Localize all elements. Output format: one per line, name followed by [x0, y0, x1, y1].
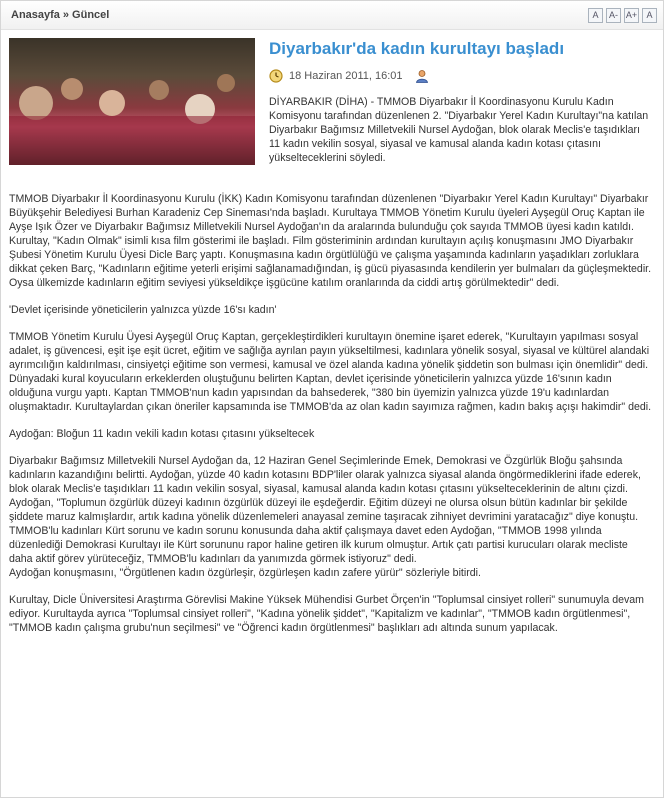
article-subheading-1: 'Devlet içerisinde yöneticilerin yalnızca yüzde 16'sı kadın' — [9, 304, 277, 316]
article-paragraph-2: TMMOB Yönetim Kurulu Üyesi Ayşegül Oruç Kaptan, gerçekleştirdikleri kurultayın önemine işaret ederek, "Kurultayın yapılması sosyal adalet, iş güvencesi, eşit işe eşit ücret, eğitim ve sağlığa ayrılan payın yükseltilmesi, kadınlara yönelik sosyal, siyasal ve kültürel alandaki ayrımcılığın kaldırılması, cinsiyetçi eğitime son vermesi, kamusal ve özel alanda kadına yönelik şiddetin son bulması için önemlidir" dedi. Dünyadaki kural koyucuların erkeklerden oluştuğunu belirten Kaptan, devlet içerisinde yöneticilerin yalnızca yüzde 16'sının kadın olduğuna vurgu yaptı. Kaptan TMMOB'nun kadın yapısından da bahsederek, "380 bin üyemizin yalnızca yüzde 19'u kadınlardan oluşmaktadır. Kurultaylardan çıkan öneriler kapsamında ise TMMOB'da az olan kadın sayımıza rağmen, kadın bakış açışı hakimdir" dedi. — [9, 331, 652, 413]
article-photo[interactable] — [9, 38, 255, 165]
article-paragraph-3: Diyarbakır Bağımsız Milletvekili Nursel Aydoğan da, 12 Haziran Genel Seçimlerinde Emek, Demokrasi ve Özgürlük Bloğu şahsında kadınların kazandığını belirtti. Aydoğan, yüzde 40 kadın kotasını BDP'liler olarak yalnızca siyasal alanda öngörmediklerini ifade ederek, blok olarak Meclis'e taşıdıkları 11 kadın vekilin sosyal, siyasal, kamusal alanda kadın kotası çıtasını yükselteceklerinin de altını çizdi. Aydoğan, "Toplumun özgürlük düzeyi kadının özgürlük düzeyi ile eşdeğerdir. Eğitim düzeyi ne olursa olsun bütün kadınlar bir şekilde şiddete maruz kalmışlardır, artık kadına yönelik düzenlemeleri anayasal zemine taşıracak zihniyet devrimini yaratacağız" diye konuştu. TMMOB'lu kadınları Kürt sorunu ve kadın sorunu konusunda daha aktif çalışmaya davet eden Aydoğan, "TMMOB 1998 yılında düzenlediği Demokrasi Kurultayı ile Kürt sorununu rapor haline getiren ilk kurum olmuştur. Artık çatı partisi kurucuları olarak mecliste daha aktif görev yürüteceğiz, TMMOB'lu kadınları da yanımızda görmek istiyoruz" dedi. — [9, 455, 641, 565]
font-reset-button[interactable]: A — [588, 8, 603, 23]
author-icon[interactable] — [415, 69, 429, 83]
breadcrumb-current-link[interactable]: Güncel — [72, 9, 110, 21]
article-paragraph-1: TMMOB Diyarbakır İl Koordinasyonu Kurulu (İKK) Kadın Komisyonu tarafından düzenlenen "Diyarbakır Yerel Kadın Kurultayı" Diyarbakır Büyükşehir Belediyesi Burhan Karadeniz Cep Sineması'nda başladı. Kurultaya TMMOB Yönetim Kurulu üyeleri Ayşegül Oruç Kaptan ile Ayşe Işık Özer ve Diyarbakır Bağımsız Milletvekili Nursel Aydoğan'ın da aralarında bulunduğu çok sayıda TMMOB üyesi kadın katıldı. Kurultay, "Kadın Olmak" isimli kısa film gösterimi ile başladı. Film gösteriminin ardından kurultayın açılış konuşmasını JMO Diyarbakır Şubesi Yönetim Kurulu Üyesi Dicle Barç yaptı. Konuşmasına kadın örgütlülüğü ve çalışma yaşamında kadınların yaşadıkları zorluklara dikkat çeken Barç, "Kadınların eğitime yeterli erişimi sağlanamadığından, iş gücü piyasasında kendilerin yer bulmaları da güçleşmektedir. Oysa ülkemizde kadınların eğitim seviyesi yükseldikçe işgücüne katılım oranlarında da ciddi artış görülmektedir" dedi. — [9, 193, 652, 289]
font-increase-button[interactable]: A+ — [624, 8, 639, 23]
article-paragraph-4: Kurultay, Dicle Üniversitesi Araştırma Görevlisi Makine Yüksek Mühendisi Gurbet Örçen'in "Toplumsal cinsiyet rolleri" sunumuyla devam ediyor. Kurultayda ayrıca "Toplumsal cinsiyet rolleri", "Kadına yönelik şiddet", "Kapitalizm ve kadınlar", "TMMOB kadın örgütlenmesi", "TMMOB kadın çalışma grubu'nun seçilmesi" ve "Öğrenci kadın örgütlenmesi" başlıkları adı altında sunum yapılacak. — [9, 594, 645, 634]
font-decrease-button[interactable]: A- — [606, 8, 621, 23]
font-size-controls — [588, 8, 657, 23]
article-lead: DİYARBAKIR (DİHA) - TMMOB Diyarbakır İl Koordinasyonu Kurulu Kadın Komisyonu tarafından düzenlenen 2. "Diyarbakır Yerel Kadın Kurultayı"na katılan Diyarbakır Bağımsız Milletvekili Nursel Aydoğan, blok olarak Meclis'e taşıdıkları 11 kadın vekilin sosyal, siyasal ve kamusal alanda kadın kotası çıtasını yükselteceklerini söyledi. — [269, 96, 649, 164]
font-default-button[interactable]: A — [642, 8, 657, 23]
breadcrumb — [11, 9, 109, 21]
breadcrumb-home-link[interactable]: Anasayfa — [11, 9, 60, 21]
article-paragraph-3b: Aydoğan konuşmasını, "Örgütlenen kadın özgürleşir, özgürleşen kadın zafere yürür" sözleriyle bitirdi. — [9, 567, 481, 579]
article — [1, 30, 663, 635]
article-meta — [269, 69, 653, 83]
article-title: Diyarbakır'da kadın kurultayı başladı — [269, 39, 565, 58]
article-date: 18 Haziran 2011, 16:01 — [289, 70, 403, 82]
top-bar — [1, 1, 663, 30]
article-subheading-2: Aydoğan: Bloğun 11 kadın vekili kadın kotası çıtasını yükseltecek — [9, 428, 315, 440]
clock-icon — [269, 69, 283, 83]
breadcrumb-separator: » — [62, 9, 70, 21]
